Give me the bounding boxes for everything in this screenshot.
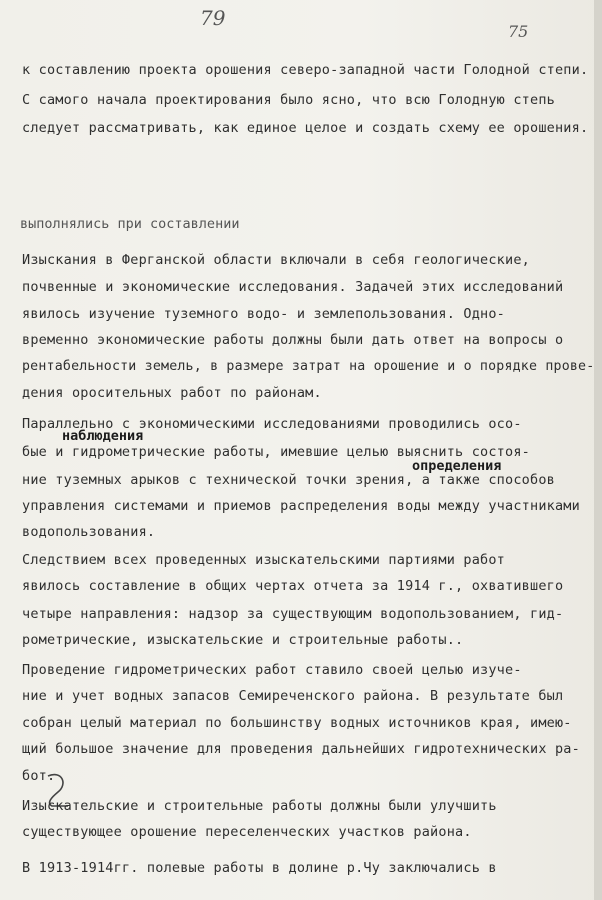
text-line: Следствием всех проведенных изыскательскими партиями работ xyxy=(22,552,506,568)
text-line: бот. xyxy=(22,768,56,784)
text-line: четыре направления: надзор за существующим водопользованием, гид- xyxy=(22,606,564,622)
text-line: водопользования. xyxy=(22,524,156,540)
folio-number-right: 75 xyxy=(508,22,529,41)
handwritten-insert: наблюдения xyxy=(62,428,144,444)
text-line: дения оросительных работ по районам. xyxy=(22,385,322,401)
text-line: Изыскательские и строительные работы должны были улучшить xyxy=(22,798,497,814)
text-line: рометрические, изыскательские и строительные работы.. xyxy=(22,632,464,648)
text-line: Проведение гидрометрических работ ставило своей целью изуче- xyxy=(22,662,522,678)
text-line: существующее орошение переселенческих участков района. xyxy=(22,824,472,840)
text-line: В 1913-1914гг. полевые работы в долине р.Чу заключались в xyxy=(22,860,497,876)
text-line: Параллельно с экономическими исследованиями проводились осо- xyxy=(22,416,522,432)
text-line: к составлению проекта орошения северо-западной части Голодной степи. xyxy=(22,62,589,78)
text-line: явилось изучение туземного водо- и землепользования. Одно- xyxy=(22,306,506,322)
text-line: почвенные и экономические исследования. Задачей этих исследований xyxy=(22,279,564,295)
text-line: щий большое значение для проведения дальнейших гидротехнических ра- xyxy=(22,741,580,757)
folio-number-top: 79 xyxy=(200,6,226,30)
text-line: следует рассматривать, как единое целое и создать схему ее орошения. xyxy=(22,120,589,136)
text-line: С самого начала проектирования было ясно, что всю Голодную степь xyxy=(22,92,555,108)
text-line: Изыскания в Ферганской области включали в себя геологические, xyxy=(22,252,530,268)
handwritten-insert: определения xyxy=(412,458,502,474)
text-line: явилось составление в общих чертах отчета за 1914 г., охватившего xyxy=(22,578,564,594)
text-line: ние туземных арыков с технической точки зрения, а также способов xyxy=(22,472,555,488)
text-line: рентабельности земель, в размере затрат на орошение и о порядке прове- xyxy=(22,359,595,374)
text-line: временно экономические работы должны были дать ответ на вопросы о xyxy=(22,332,564,348)
cut-off-line: выполнялись при составлении xyxy=(20,216,240,232)
text-line: ние и учет водных запасов Семиреченского района. В результате был xyxy=(22,688,564,704)
page-edge xyxy=(594,0,602,900)
text-line: бые и гидрометрические работы, имевшие целью выяснить состоя- xyxy=(22,444,530,460)
text-line: собран целый материал по большинству водных источников края, имею- xyxy=(22,715,572,731)
text-line: управления системами и приемов распределения воды между участниками xyxy=(22,498,580,514)
